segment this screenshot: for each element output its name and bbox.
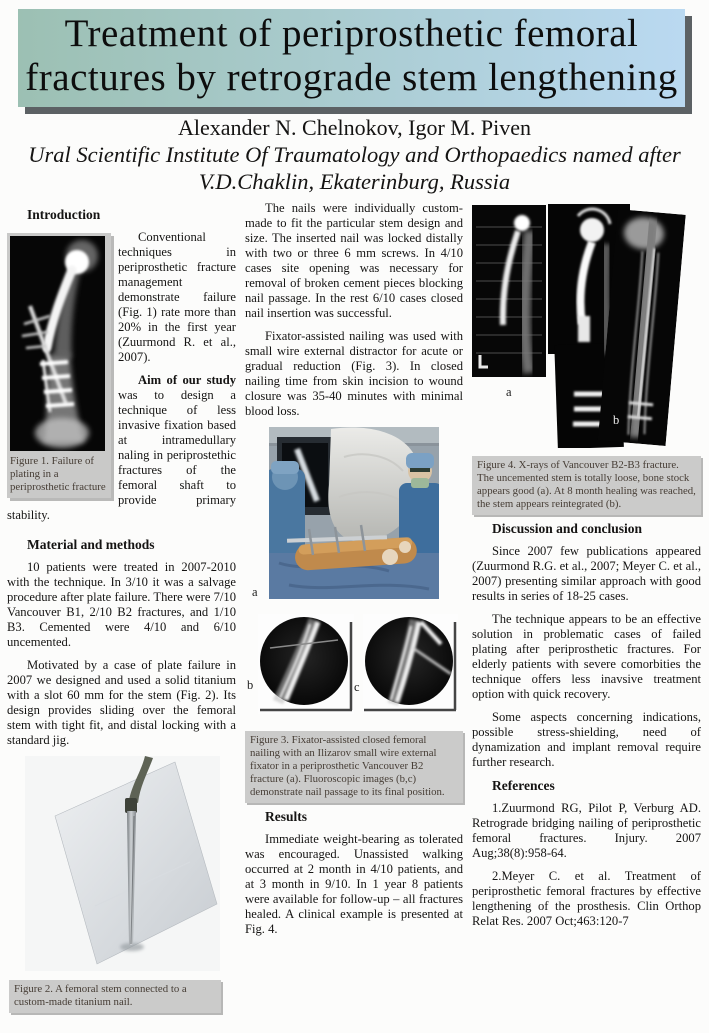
aim-rest-text: was to design a technique of less invasive fixation based at intramedullary naling in periprostethic fractures of the femoral shaft to provide primary stability. [7,388,236,522]
results-paragraph: Immediate weight-bearing as tolerated was encouraged. Unassisted walking occurred at 2 month in 4/10 patients, and at 3 month in 9/10. In 1 year 8 patients were available for follow-up – all fractures healed. A clinical example is presented at Fig. 4. [245,832,463,936]
figure3-label-c: c [354,680,360,694]
discussion-paragraph-1: Since 2007 few publications appeared (Zuurmond R.G. et al., 2007; Meyer C. et al., 2007) presenting similar approach with good results in series of 18-25 cases. [472,544,701,603]
reference-2: 2.Meyer C. et al. Treatment of periprosthetic femoral fractures by effective lengthening of the prosthesis. Clin Orthop Relat Res. 2007 Oct;463:120-7 [472,869,701,928]
authors-line: Alexander N. Chelnokov, Igor M. Piven [178,115,531,140]
figure3b-fluoro-image [258,614,354,714]
figure3a-block [252,427,439,604]
figure1-caption: Figure 1. Failure of plating in a periprosthetic fracture [10,455,106,493]
poster-columns [0,201,709,1019]
figure1-block [7,233,111,498]
affiliation-line1: Ural Scientific Institute Of Traumatology and Orthopaedics named after [28,142,681,167]
figure3b-block [247,614,354,719]
discussion-paragraph-3: Some aspects concerning indications, possible stress-shielding, need of dynamization and implant removal require further research. [472,710,701,769]
figure4-caption: Figure 4. X-rays of Vancouver B2-B3 fracture. The uncemented stem is totally loose, bone stock appears good (a). At 8 month healing was reached, the stem appears reintegrated (b). [472,456,701,515]
discussion-heading: Discussion and conclusion [492,521,643,536]
figure3c-block [354,614,458,719]
middle-column [245,201,463,1019]
introduction-heading: Introduction [27,207,101,222]
fixator-paragraph: Fixator-assisted nailing was used with small wire external distractor for acute or gradual reduction (Fig. 3). In closed nailing time from skin incision to wound closure was 35-40 minutes with minimal blood loss. [245,329,463,418]
figure4-label-a: a [506,385,512,399]
materials-methods-heading: Material and methods [27,537,155,552]
figure4-xray-a [472,205,546,377]
figure3-label-b: b [247,678,254,692]
introduction-paragraph: Conventional techniques in periprosthetic fracture management demonstrate failure (Fig. 1) rate more than 20% in the first year (Zuurmond R. et al., 2007). [118,230,236,364]
figure4-label-b: b [613,413,620,427]
discussion-paragraph-2: The technique appears to be an effective solution in problematic cases of failed plating after periprosthetic fractures. For elderly patients with severe comorbities the technique offers less inavsive treatment option with quick recovery. [472,612,701,701]
materials-paragraph-2: Motivated by a case of plate failure in 2007 we designed and used a solid titanium with a slot 60 mm for the stem (Fig. 2). Its design provides sliding over the femoral stem with tight fit, and distal locking with a standard jig. [7,658,236,747]
results-heading: Results [265,809,308,824]
figure2-stem-photo [25,756,220,971]
poster-title-line2: fractures by retrograde stem lengthening [25,56,678,99]
figure2-block [25,756,220,976]
reference-1: 1.Zuurmond RG, Pilot P, Verburg AD. Retrograde bridging nailing of periprosthetic femoral fractures. Injury. 2007 Aug;38(8):958-64. [472,801,701,860]
figure3a-surgery-photo [269,427,439,599]
references-heading: References [492,778,555,793]
nails-paragraph: The nails were individually custom-made to fit the particular stem design and size. The inserted nail was locked distally with two or three 6 mm screws. In 4/10 cases site opening was necessary for removal of broken cement pieces blocking nail passage. In the rest 6/10 cases closed nail insertion was successful. [245,201,463,320]
figure3-caption: Figure 3. Fixator-assisted closed femoral nailing with an Ilizarov small wire external fixator in a periprosthetic Vancouver B2 fracture (a). Fluoroscopic images (b,c) demonstrate nail passage to its final position. [245,731,463,803]
figure1-xray-image [10,236,105,451]
title-banner [18,9,685,107]
poster-title-line1: Treatment of periprosthetic femoral [64,12,639,55]
materials-paragraph-1: 10 patients were treated in 2007-2010 with the technique. In 3/10 it was a salvage procedure after plate failure. There were 7/10 Vancouver B1, 2/10 B2 fractures, and 1/10 B3. Cemented were 4/10 and 6/10 uncemented. [7,560,236,649]
figure3-label-a: a [252,585,258,599]
affiliation-line2: V.D.Chaklin, Ekaterinburg, Russia [198,169,511,194]
right-column [472,201,701,1019]
figure4-block [472,201,701,451]
figure2-caption: Figure 2. A femoral stem connected to a custom-made titanium nail. [9,980,221,1013]
figure3c-fluoro-image [363,614,458,714]
figure3-fluoro-row [247,614,463,719]
aim-lead-text: Aim of our study [138,373,236,387]
left-column [7,201,236,1019]
